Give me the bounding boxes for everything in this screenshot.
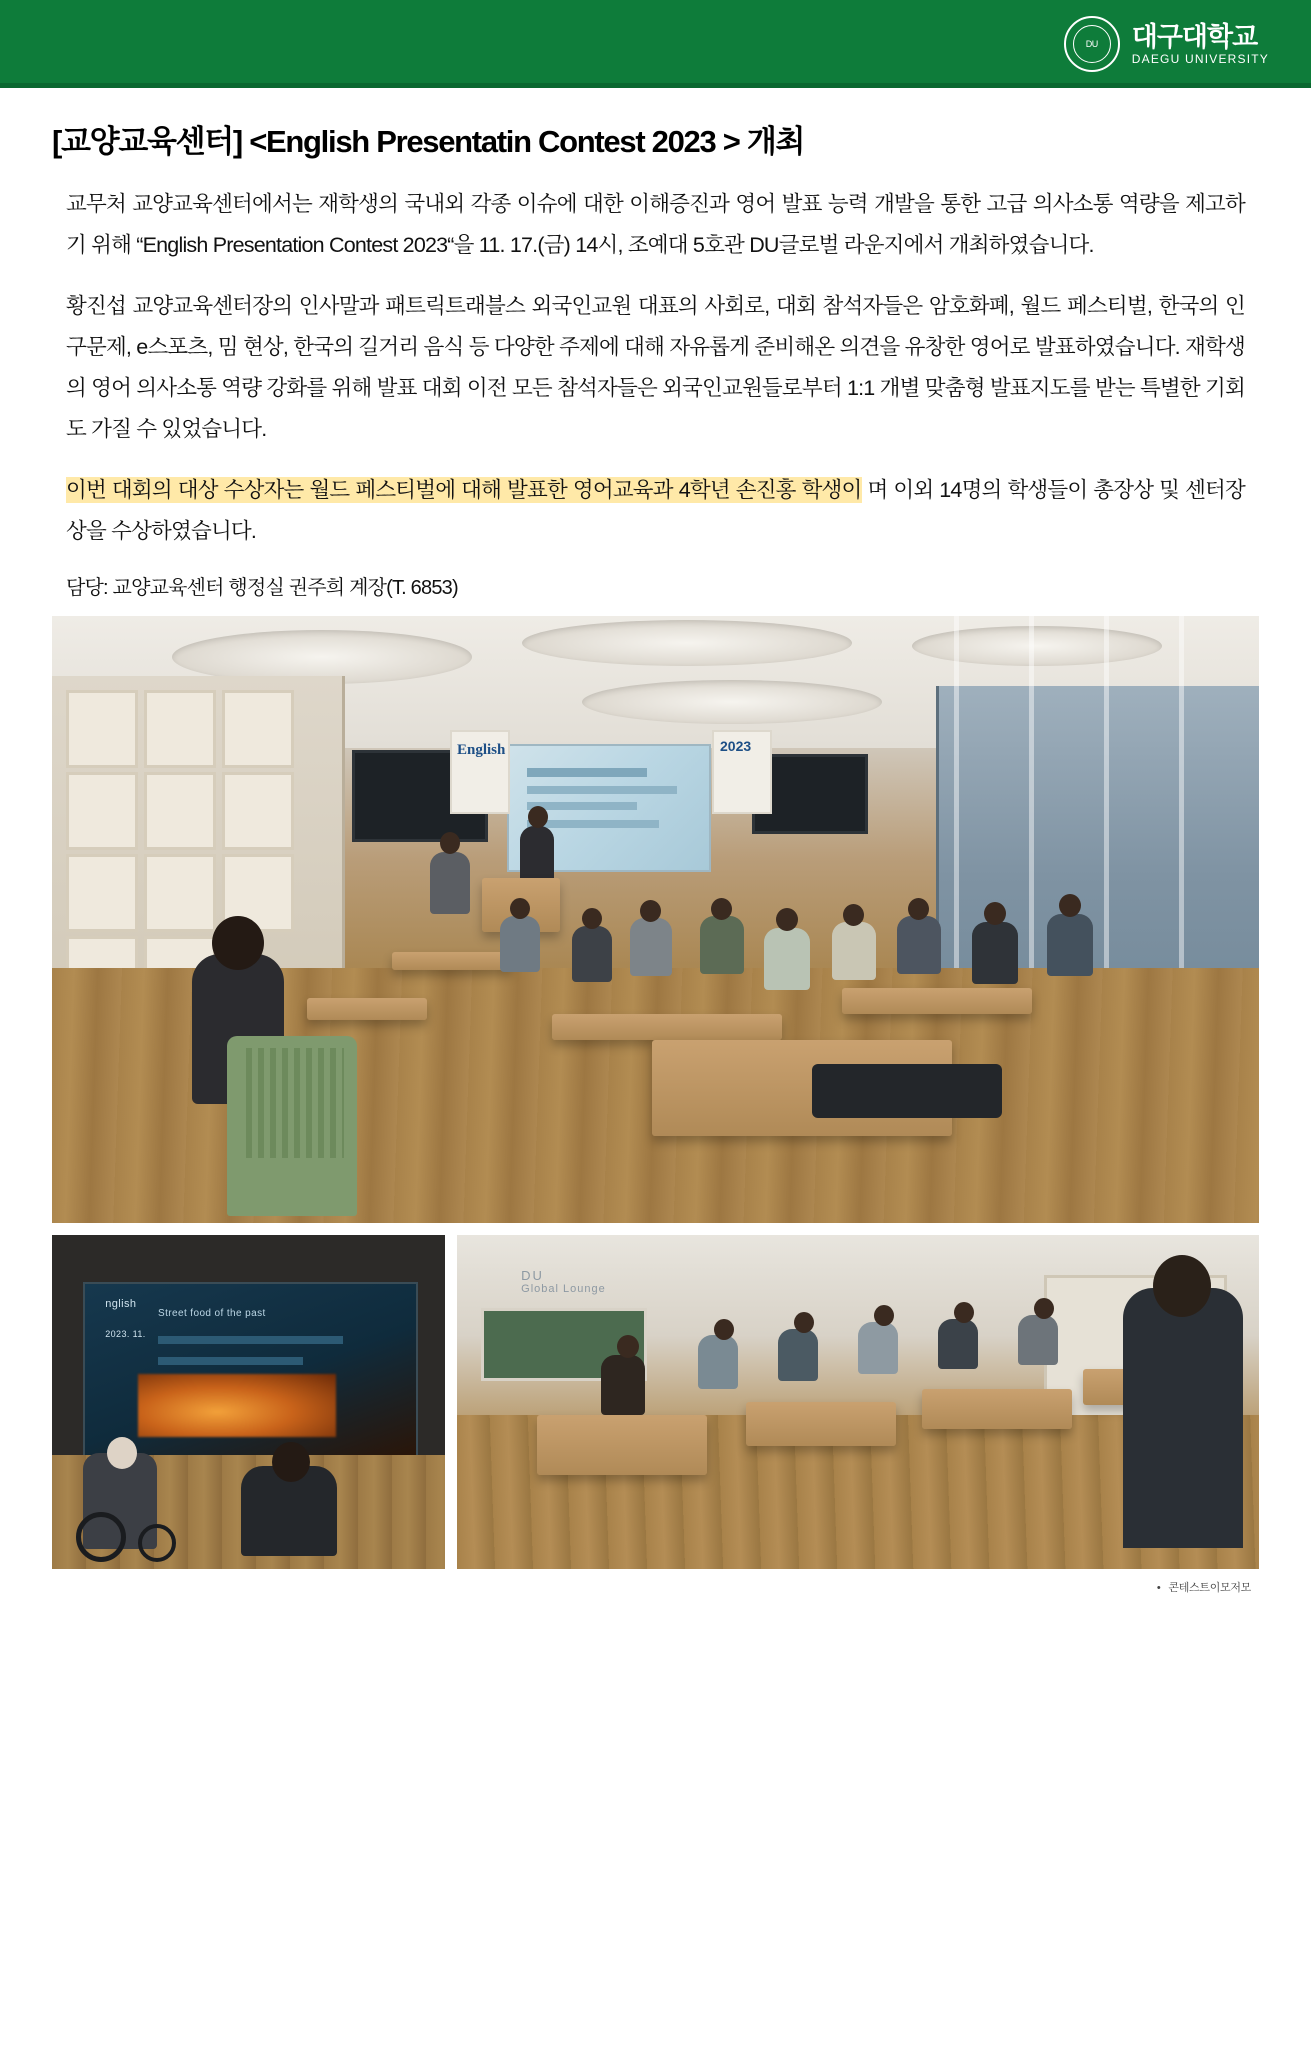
slide-brand-text: nglish — [105, 1297, 137, 1310]
page-header — [0, 0, 1311, 88]
award-rest-text: 며 이외 14명의 학생들이 총장상 및 센터장상을 수상하였습니다. — [66, 478, 1245, 543]
photo-slide-streetfood — [52, 1235, 445, 1569]
highlighted-award-text: 이번 대회의 대상 수상자는 월드 페스티벌에 대해 발표한 영어교육과 4학년 손진홍 학생이 — [66, 478, 862, 502]
caption-text: 콘테스트이모저모 — [1168, 1582, 1251, 1594]
university-logo — [1064, 16, 1269, 72]
banner-screen-year: 2023 — [720, 738, 752, 754]
university-logo-text — [1132, 22, 1269, 66]
lounge-sign — [521, 1268, 606, 1295]
banner-screen-title: English — [457, 742, 506, 758]
photo-audience-lounge — [457, 1235, 1259, 1569]
slide-date-text: 2023. 11. — [105, 1328, 146, 1339]
university-name-kr: 대구대학교 — [1131, 22, 1258, 52]
paragraph-award — [52, 470, 1259, 552]
slide-title-text: Street food of the past — [158, 1308, 266, 1320]
paragraph-intro: 교무처 교양교육센터에서는 재학생의 국내외 각종 이슈에 대한 이해증진과 영어 발표 능력 개발을 통한 고급 의사소통 역량을 제고하기 위해 “English Presentation Contest 2023“을 11. 17.(금) 14시, 조예대 5호관 DU글로벌 라운지에서 개최하였습니다. — [66, 192, 1245, 257]
contact-line: 담당: 교양교육센터 행정실 권주희 계장(T. 6853) — [66, 577, 458, 599]
page-title: [교양교육센터] <English Presentatin Contest 2023 > 개최 — [52, 124, 805, 159]
photo-gallery — [0, 616, 1311, 1569]
paragraph-details: 황진섭 교양교육센터장의 인사말과 패트릭트래블스 외국인교원 대표의 사회로, 대회 참석자들은 암호화폐, 월드 페스티벌, 한국의 인구문제, e스포츠, 밈 현상, 한국의 길거리 음식 등 다양한 주제에 대해 자유롭게 준비해온 의견을 유창한 영어로 발표하였습니다. 재학생의 영어 의사소통 역량 강화를 위해 발표 대회 이전 모든 참석자들은 외국인교원들로부터 1:1 개별 맞춤형 발표지도를 받는 특별한 기회도 가질 수 있었습니다. — [66, 294, 1245, 441]
document-body — [0, 88, 1311, 604]
photo-caption — [0, 1569, 1311, 1595]
photo-main-presentation — [52, 616, 1259, 1223]
photo-row-bottom — [52, 1235, 1259, 1569]
lounge-sign-sub: Global Lounge — [521, 1283, 606, 1296]
university-seal-icon — [1064, 16, 1120, 72]
caption-bullet-icon: • — [1156, 1582, 1161, 1594]
seal-inner-text: DU — [1073, 25, 1111, 63]
university-name-en: DAEGU UNIVERSITY — [1131, 52, 1269, 66]
lounge-sign-main: DU — [521, 1268, 544, 1284]
